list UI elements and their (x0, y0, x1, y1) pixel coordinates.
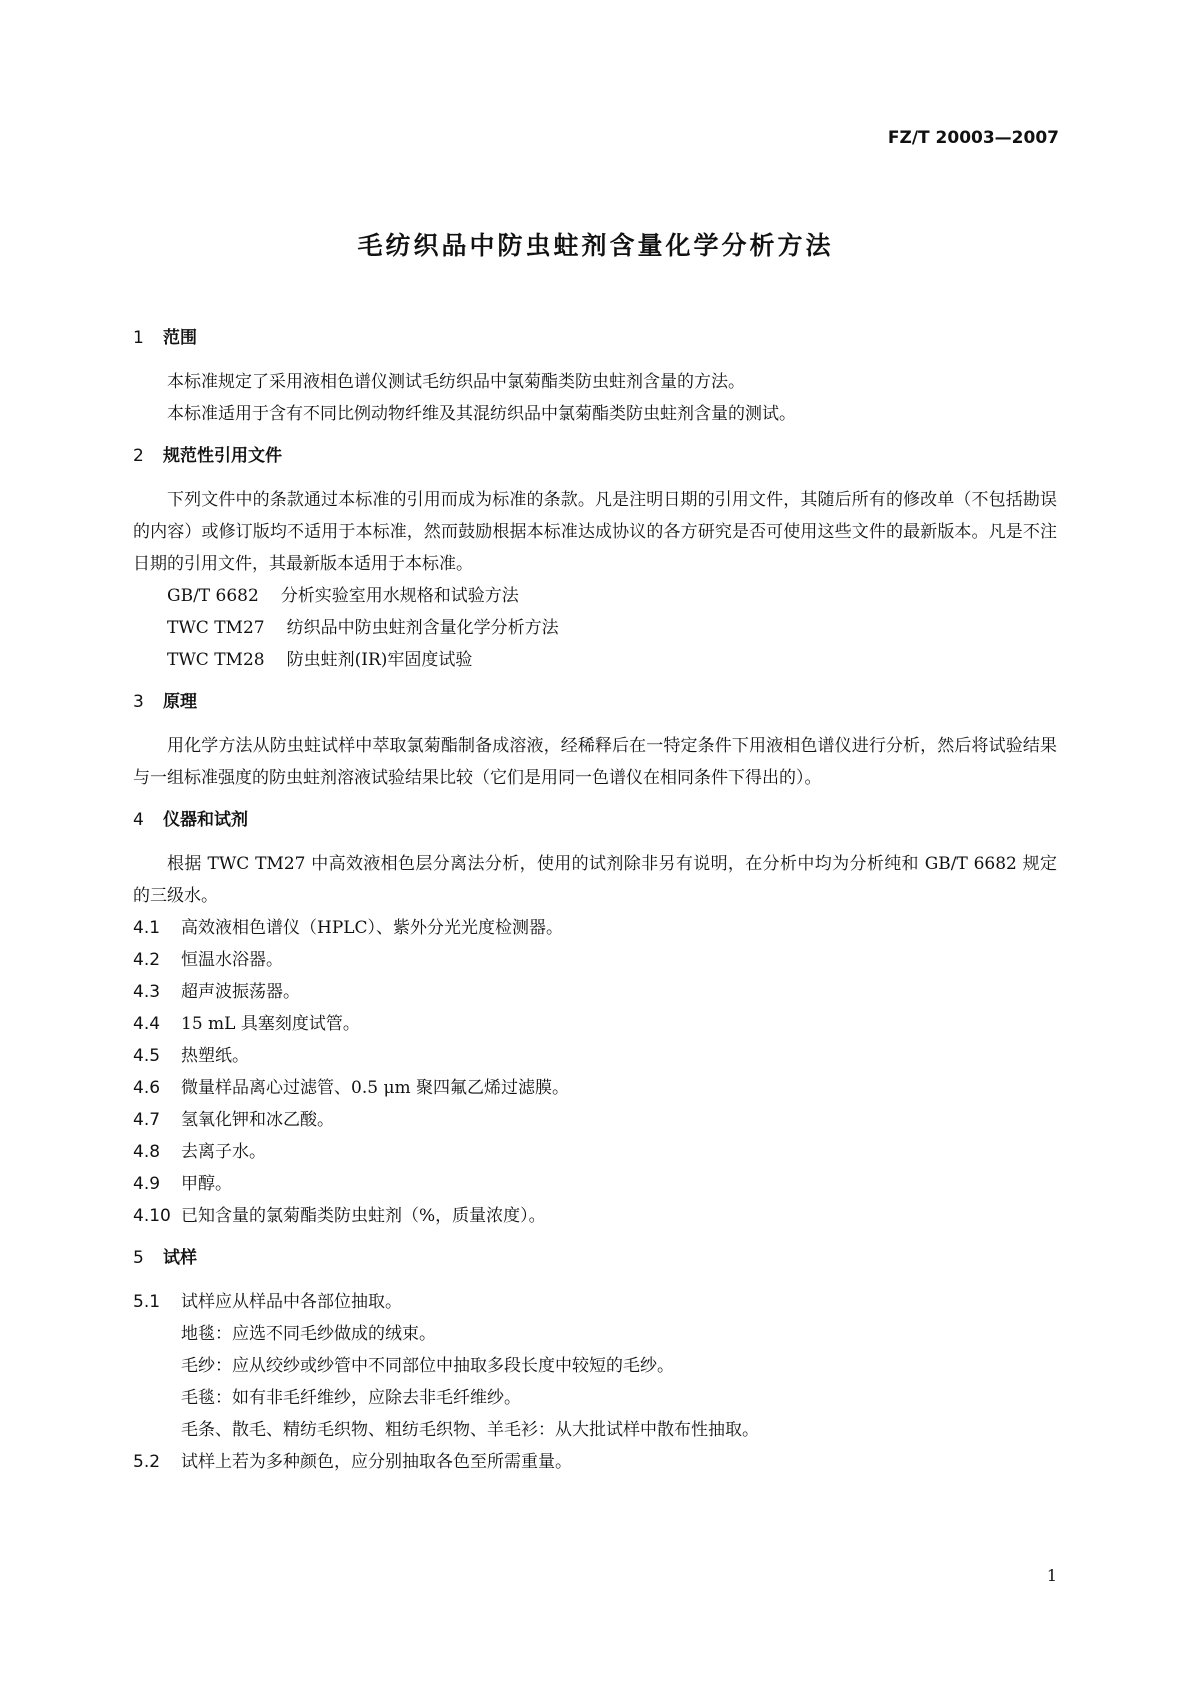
reference-name: 分析实验室用水规格和试验方法 (280, 586, 519, 606)
item-text: 微量样品离心过滤管、0.5 μm 聚四氟乙烯过滤膜。 (181, 1078, 570, 1098)
list-item (133, 1136, 1057, 1168)
reference-name: 防虫蛀剂(IR)牢固度试验 (286, 650, 473, 670)
section-apparatus-reagents (133, 804, 1057, 1232)
item-text: 去离子水。 (181, 1142, 266, 1162)
section-heading (133, 686, 1057, 718)
item-number: 4.8 (133, 1142, 161, 1162)
paragraph: 本标准规定了采用液相色谱仪测试毛纺织品中氯菊酯类防虫蛀剂含量的方法。 (167, 372, 745, 392)
section-heading (133, 440, 1057, 472)
reference-code: TWC TM28 (167, 650, 265, 670)
list-item (133, 1200, 1057, 1232)
item-number: 4.1 (133, 918, 161, 938)
item-text: 热塑纸。 (181, 1046, 249, 1066)
document-body (133, 322, 1057, 1488)
section-title: 范围 (163, 328, 197, 348)
list-item (133, 1286, 1057, 1318)
document-title: 毛纺织品中防虫蛀剂含量化学分析方法 (357, 231, 834, 260)
item-number: 4.3 (133, 982, 161, 1002)
item-text: 氢氧化钾和冰乙酸。 (181, 1110, 334, 1130)
item-text: 试样上若为多种颜色，应分别抽取各色至所需重量。 (181, 1452, 572, 1472)
reference-item (133, 644, 1057, 676)
item-number: 4.2 (133, 950, 161, 970)
sub-item: 毛条、散毛、精纺毛织物、粗纺毛织物、羊毛衫：从大批试样中散布性抽取。 (181, 1420, 759, 1440)
list-item (133, 1072, 1057, 1104)
paragraph: 用化学方法从防虫蛀试样中萃取氯菊酯制备成溶液，经稀释后在一特定条件下用液相色谱仪进行分析，然后将试验结果与一组标准强度的防虫蛀剂溶液试验结果比较（它们是用同一色谱仪在相同条件下得出的）。 (133, 736, 1057, 788)
list-item (133, 944, 1057, 976)
list-item (133, 1040, 1057, 1072)
section-principle (133, 686, 1057, 794)
section-title: 规范性引用文件 (163, 446, 282, 466)
page-number: 1 (1046, 1566, 1057, 1585)
reference-item (133, 612, 1057, 644)
item-text: 超声波振荡器。 (181, 982, 300, 1002)
list-item (133, 1008, 1057, 1040)
sub-item: 毛纱：应从绞纱或纱管中不同部位中抽取多段长度中较短的毛纱。 (181, 1356, 674, 1376)
item-number: 5.2 (133, 1452, 161, 1472)
item-text: 高效液相色谱仪（HPLC）、紫外分光光度检测器。 (181, 918, 564, 938)
item-text: 已知含量的氯菊酯类防虫蛀剂（%，质量浓度）。 (181, 1206, 546, 1226)
section-specimen (133, 1242, 1057, 1478)
paragraph: 根据 TWC TM27 中高效液相色层分离法分析，使用的试剂除非另有说明，在分析中均为分析纯和 GB/T 6682 规定的三级水。 (133, 854, 1057, 906)
item-number: 4.9 (133, 1174, 161, 1194)
item-number: 4.6 (133, 1078, 161, 1098)
reference-code: TWC TM27 (167, 618, 265, 638)
item-number: 4.7 (133, 1110, 161, 1130)
standard-code: FZ/T 20003—2007 (887, 128, 1059, 148)
item-text: 试样应从样品中各部位抽取。 (181, 1292, 402, 1312)
item-number: 5.1 (133, 1292, 161, 1312)
section-normative-references (133, 440, 1057, 676)
item-text: 恒温水浴器。 (181, 950, 283, 970)
item-number: 4.4 (133, 1014, 161, 1034)
item-number: 4.5 (133, 1046, 161, 1066)
paragraph: 本标准适用于含有不同比例动物纤维及其混纺织品中氯菊酯类防虫蛀剂含量的测试。 (167, 404, 796, 424)
section-title: 原理 (163, 692, 197, 712)
item-number: 4.10 (133, 1206, 171, 1226)
list-item (133, 1168, 1057, 1200)
section-number: 1 (133, 328, 144, 348)
section-scope (133, 322, 1057, 430)
paragraph: 下列文件中的条款通过本标准的引用而成为标准的条款。凡是注明日期的引用文件，其随后所有的修改单（不包括勘误的内容）或修订版均不适用于本标准，然而鼓励根据本标准达成协议的各方研究是否可使用这些文件的最新版本。凡是不注日期的引用文件，其最新版本适用于本标准。 (133, 490, 1057, 574)
reference-code: GB/T 6682 (167, 586, 259, 606)
reference-item (133, 580, 1057, 612)
list-item (133, 1446, 1057, 1478)
section-title: 试样 (163, 1248, 197, 1268)
list-item (133, 1104, 1057, 1136)
section-heading (133, 1242, 1057, 1274)
section-heading (133, 804, 1057, 836)
reference-name: 纺织品中防虫蛀剂含量化学分析方法 (286, 618, 559, 638)
sub-item: 地毯：应选不同毛纱做成的绒束。 (181, 1324, 436, 1344)
section-title: 仪器和试剂 (163, 810, 248, 830)
section-number: 3 (133, 692, 144, 712)
list-item (133, 976, 1057, 1008)
sub-item: 毛毯：如有非毛纤维纱，应除去非毛纤维纱。 (181, 1388, 521, 1408)
section-number: 4 (133, 810, 144, 830)
section-number: 2 (133, 446, 144, 466)
item-text: 15 mL 具塞刻度试管。 (181, 1014, 360, 1034)
section-heading (133, 322, 1057, 354)
section-number: 5 (133, 1248, 144, 1268)
list-item (133, 912, 1057, 944)
item-text: 甲醇。 (181, 1174, 232, 1194)
